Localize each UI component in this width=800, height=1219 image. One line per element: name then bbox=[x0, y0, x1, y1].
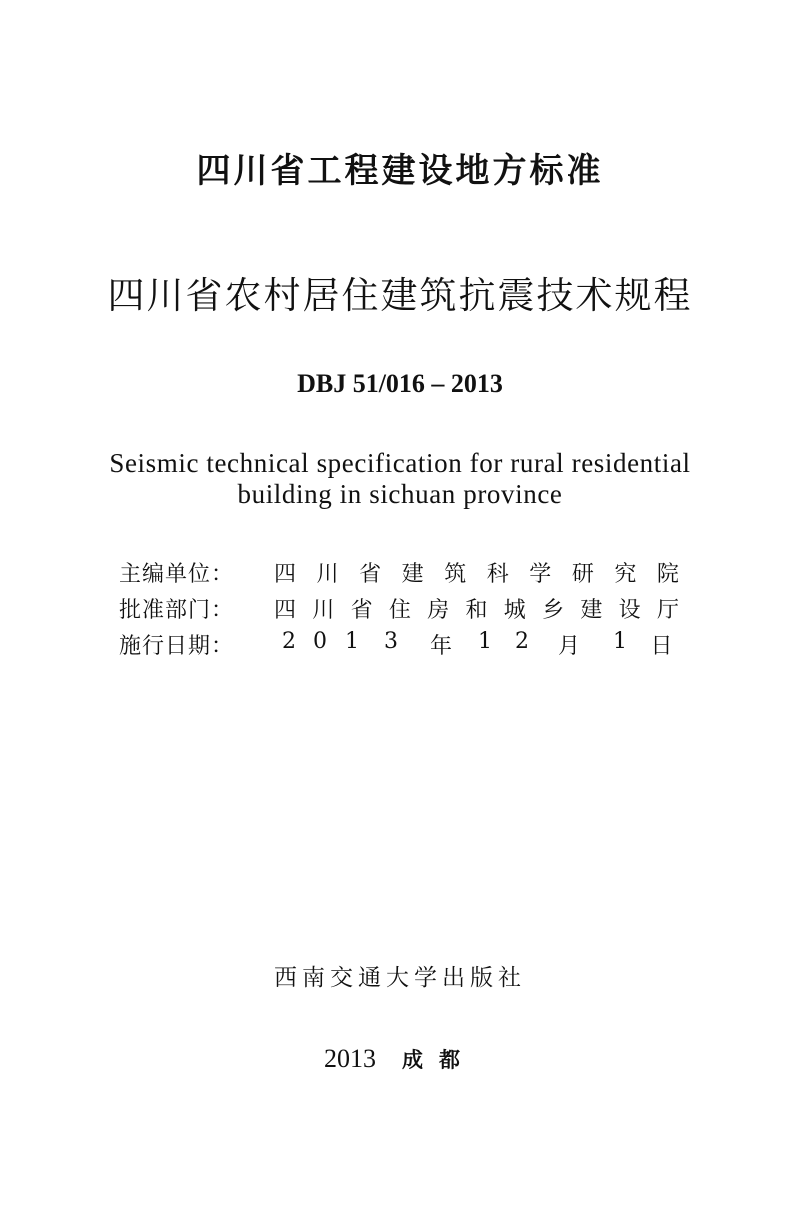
meta-row-effective-date bbox=[119, 626, 699, 662]
approver-char: 乡 bbox=[542, 597, 565, 623]
effective-date-char: 2 bbox=[515, 628, 529, 654]
approver-char: 建 bbox=[580, 597, 603, 623]
effective-date-char: 1 bbox=[345, 628, 359, 654]
english-title-line-2: building in sichuan province bbox=[237, 479, 563, 509]
series-title: 四川省工程建设地方标准 bbox=[196, 151, 604, 191]
effective-date-char: 日 bbox=[650, 633, 673, 659]
approver-char: 住 bbox=[388, 597, 411, 623]
editor-char: 建 bbox=[401, 561, 424, 587]
effective-date-char: 1 bbox=[613, 628, 627, 654]
editor-char: 究 bbox=[614, 561, 637, 587]
effective-date-char: 3 bbox=[384, 628, 398, 654]
editor-char: 研 bbox=[571, 561, 594, 587]
approver-char: 厅 bbox=[656, 597, 679, 623]
editor-char: 川 bbox=[316, 561, 339, 587]
editor-char: 院 bbox=[656, 561, 679, 587]
english-title-line-1: Seismic technical specification for rural residential bbox=[109, 448, 691, 478]
main-title: 四川省农村居住建筑抗震技术规程 bbox=[107, 274, 693, 317]
editor-char: 省 bbox=[359, 561, 382, 587]
effective-date-char: 2 bbox=[282, 628, 296, 654]
standard-code: DBJ 51/016 – 2013 bbox=[297, 369, 503, 398]
effective-date-char: 月 bbox=[557, 633, 580, 659]
effective-date-value bbox=[274, 629, 679, 660]
meta-table bbox=[119, 554, 699, 662]
effective-date-char: 0 bbox=[313, 628, 327, 654]
editor-char: 筑 bbox=[444, 561, 467, 587]
editor-char: 学 bbox=[529, 561, 552, 587]
approver-char: 和 bbox=[465, 597, 488, 623]
imprint-city: 成都 bbox=[402, 1048, 476, 1072]
approver-label: 批准部门： bbox=[119, 597, 235, 623]
approver-char: 川 bbox=[312, 597, 335, 623]
meta-row-editor bbox=[119, 554, 699, 590]
imprint bbox=[0, 1040, 800, 1079]
editor-char: 四 bbox=[274, 561, 297, 587]
editor-value bbox=[274, 557, 679, 588]
approver-char: 城 bbox=[503, 597, 526, 623]
effective-date-label: 施行日期： bbox=[119, 633, 235, 659]
english-title bbox=[0, 448, 800, 510]
approver-value bbox=[274, 593, 679, 624]
meta-row-approver bbox=[119, 590, 699, 626]
imprint-year: 2013 bbox=[324, 1044, 376, 1073]
approver-char: 省 bbox=[350, 597, 373, 623]
editor-label: 主编单位： bbox=[119, 561, 235, 587]
approver-char: 设 bbox=[618, 597, 641, 623]
approver-char: 房 bbox=[427, 597, 450, 623]
effective-date-char: 1 bbox=[478, 628, 492, 654]
approver-char: 四 bbox=[274, 597, 297, 623]
effective-date-char: 年 bbox=[429, 633, 452, 659]
editor-char: 科 bbox=[486, 561, 509, 587]
publisher-name: 西南交通大学出版社 bbox=[274, 965, 526, 991]
